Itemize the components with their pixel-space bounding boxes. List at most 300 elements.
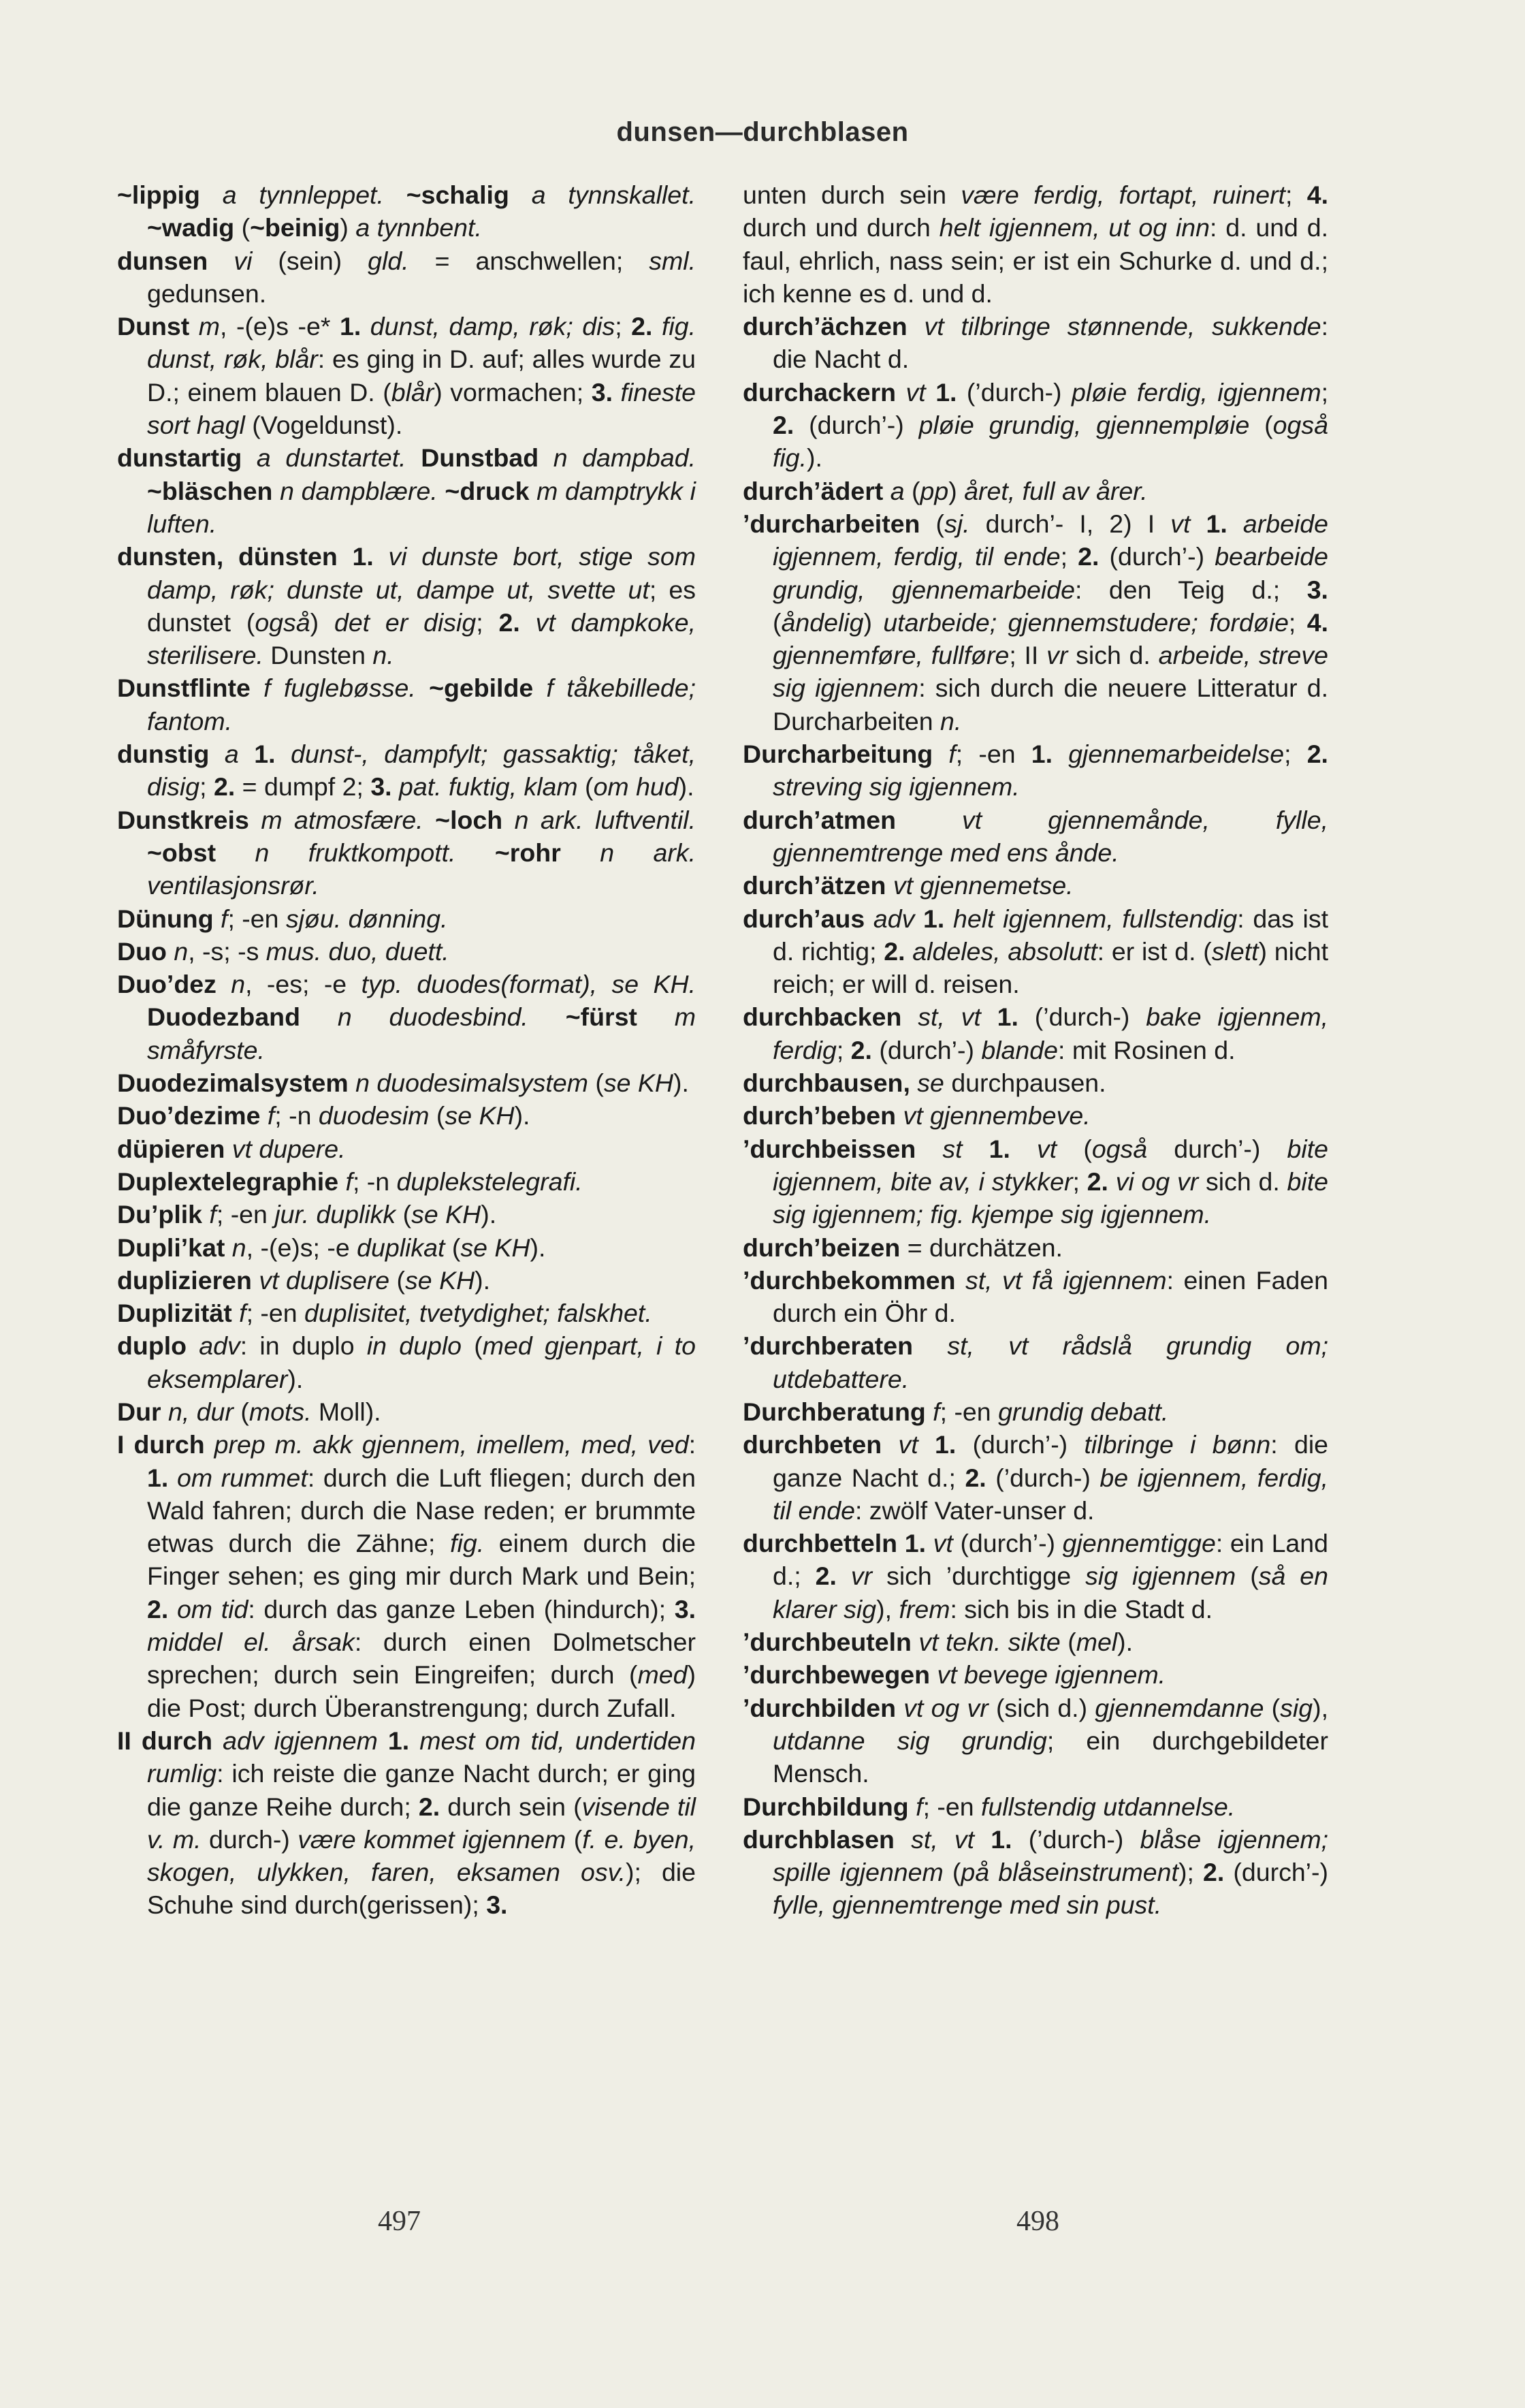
entry-text: ).: [287, 1364, 304, 1393]
entry-headword: ~wadig: [147, 213, 235, 242]
entry-italic-text: mots.: [248, 1397, 312, 1426]
entry-headword: durch’ätzen: [743, 871, 886, 900]
entry-headword: duplo: [117, 1331, 187, 1361]
entry-headword: Duo: [117, 936, 167, 966]
entry-text: -en: [234, 904, 286, 933]
dictionary-entry: [117, 1724, 696, 1922]
entry-italic-text: n: [225, 1233, 246, 1262]
right-column: [743, 178, 1328, 1922]
entry-italic-text: vt gjennemånde, fylle, gjennemtrenge med ens ånde.: [773, 805, 1328, 867]
entry-headword: ’durchbekommen: [743, 1265, 956, 1295]
entry-text: , -(e)s -e*: [220, 312, 340, 341]
dictionary-entry: [743, 902, 1328, 1001]
entry-text: einem durch die Finger sehen; es ging mir durch Mark und Bein;: [147, 1529, 696, 1591]
entry-headword: Duplextelegraphie: [117, 1167, 339, 1196]
entry-headword: 2.: [1306, 740, 1328, 769]
entry-italic-text: m damptrykk i luften.: [147, 476, 696, 538]
entry-italic-text: vt: [896, 377, 936, 407]
entry-italic-text: se KH: [411, 1200, 481, 1229]
entry-italic-text: jur. duplikk: [274, 1200, 396, 1229]
entry-italic-text: n ark. ventilasjonsrør.: [147, 838, 696, 900]
entry-headword: ’durcharbeiten: [743, 509, 920, 538]
entry-text: ) nicht reich; er will d. reisen.: [773, 936, 1329, 999]
entry-italic-text: fineste sort hagl: [147, 377, 696, 440]
entry-headword: ~rohr: [494, 838, 561, 867]
entry-text: (: [588, 1068, 604, 1098]
entry-headword: 2.: [213, 772, 236, 802]
entry-italic-text: n.: [372, 641, 394, 670]
running-head: dunsen—durchblasen: [616, 117, 909, 147]
entry-text: ): [948, 476, 965, 505]
entry-italic-text: utarbeide; gjennemstudere; fordøie: [883, 607, 1289, 637]
entry-text: (: [445, 1233, 461, 1262]
entry-italic-text: typ. duodes(format), se KH.: [361, 970, 696, 999]
entry-italic-text: blåse igjennem; spille igjennem: [773, 1824, 1328, 1887]
entry-italic-text: duplekstelegrafi.: [396, 1167, 583, 1196]
entry-headword: Dupli’kat: [117, 1233, 225, 1262]
entry-text: : sich bis in die Stadt d.: [950, 1594, 1213, 1623]
entry-text: ;: [1288, 607, 1307, 637]
entry-italic-text: fylle, gjennemtrenge med sin pust.: [773, 1890, 1162, 1920]
entry-text: ).: [807, 443, 822, 473]
entry-italic-text: n dampblære.: [272, 476, 445, 505]
entry-italic-text: st, vt rådslå grundig om; utdebattere.: [773, 1331, 1328, 1393]
entry-italic-text: så en klarer sig: [773, 1562, 1328, 1623]
entry-text: , -(e)s; -e: [246, 1233, 357, 1262]
entry-headword: Dunstkreis: [117, 805, 249, 834]
entry-italic-text: utdanne sig grundig: [773, 1726, 1047, 1755]
entry-italic-text: bearbeide grundig, gjennemarbeide: [773, 542, 1328, 604]
entry-text: : das ist d. richtig;: [773, 904, 1328, 966]
entry-italic-text: bite sig igjennem; fig. kjempe sig igjennem.: [773, 1167, 1328, 1229]
entry-italic-text: slett: [1211, 936, 1259, 966]
dictionary-entry: [743, 1428, 1328, 1527]
entry-text: : ich reiste die ganze Nacht durch; er ging die ganze Reihe durch;: [147, 1759, 696, 1821]
entry-headword: 2.: [498, 607, 520, 637]
entry-italic-text: pløie ferdig, igjennem: [1071, 377, 1321, 407]
entry-text: Moll).: [311, 1397, 381, 1426]
entry-text: durch und durch: [743, 213, 940, 242]
entry-text: ; -n: [352, 1167, 397, 1196]
entry-headword: 3.: [674, 1594, 696, 1623]
entry-text: ; -n: [274, 1101, 319, 1130]
entry-italic-text: n dampbad.: [539, 443, 696, 473]
entry-headword: durch’atmen: [743, 805, 897, 834]
entry-italic-text: vt: [1010, 1134, 1057, 1163]
entry-text: (durch’-): [794, 411, 919, 440]
entry-italic-text: arbeide, streve sig igjennem: [773, 641, 1328, 703]
entry-italic-text: om rummet: [168, 1463, 308, 1492]
entry-text: (: [920, 509, 945, 538]
entry-italic-text: bite igjennem, bite av, i stykker: [773, 1134, 1328, 1196]
entry-italic-text: året, full av årer.: [964, 476, 1148, 505]
entry-italic-text: sj.: [944, 509, 970, 538]
dictionary-entry: [743, 804, 1328, 870]
entry-headword: ~lippig: [117, 180, 200, 209]
entry-headword: Durchbildung: [743, 1792, 909, 1821]
entry-italic-text: duodesim: [318, 1101, 430, 1130]
entry-italic-text: helt igjennem, ut og inn: [939, 213, 1210, 242]
dictionary-entry: [743, 869, 1328, 902]
entry-text: (: [773, 607, 782, 637]
entry-italic-text: på blåseinstrument: [961, 1858, 1178, 1887]
entry-italic-text: f: [202, 1200, 216, 1229]
entry-headword: 4.: [1306, 180, 1328, 209]
entry-italic-text: a dunstartet.: [242, 443, 421, 473]
entry-text: (: [943, 1858, 961, 1887]
entry-text: (’durch-): [986, 1463, 1100, 1492]
entry-text: = durchätzen.: [900, 1233, 1063, 1262]
entry-text: ); die Schuhe sind durch(gerissen);: [147, 1858, 696, 1920]
entry-headword: durchbacken: [743, 1002, 902, 1032]
entry-text: ;: [199, 772, 214, 802]
entry-italic-text: blår: [391, 377, 434, 407]
entry-headword: 2.: [884, 936, 905, 966]
entry-text: ; -en: [922, 1792, 982, 1821]
entry-text: (’durch-): [1018, 1002, 1146, 1032]
entry-headword: 1.: [1031, 740, 1053, 769]
entry-italic-text: m atmosfære.: [248, 805, 436, 834]
entry-italic-text: frem: [899, 1594, 950, 1623]
entry-headword: 1.: [337, 542, 374, 571]
entry-headword: durch’beben: [743, 1101, 897, 1130]
entry-headword: 1.: [935, 377, 957, 407]
entry-text: ; es dunstet (: [147, 575, 696, 637]
entry-italic-text: tilbringe i bønn: [1084, 1430, 1271, 1459]
entry-text: : ein Land d.;: [773, 1529, 1328, 1591]
entry-headword: 2.: [1202, 1858, 1225, 1887]
dictionary-entry: [743, 1626, 1328, 1658]
entry-text: = anschwellen;: [408, 246, 649, 275]
entry-text: , -s; -s: [188, 936, 266, 966]
entry-italic-text: sjøu. dønning.: [285, 904, 448, 933]
dictionary-entry: [743, 1395, 1328, 1428]
entry-text: :: [688, 1430, 696, 1459]
entry-italic-text: m: [189, 312, 221, 341]
entry-italic-text: n: [166, 936, 189, 966]
entry-headword: ’durchbilden: [743, 1693, 896, 1722]
entry-headword: Dunstbad: [421, 443, 539, 473]
dictionary-entry: [117, 1264, 696, 1297]
entry-headword: ~loch: [435, 805, 503, 834]
entry-italic-text: se KH: [445, 1101, 515, 1130]
entry-italic-text: vt gjennembeve.: [896, 1101, 1091, 1130]
entry-text: ).: [475, 1265, 491, 1295]
dictionary-entry: [117, 671, 696, 738]
entry-text: : sich durch die neuere Litteratur d. Durcharbeiten: [773, 674, 1328, 735]
dictionary-entry: [117, 1329, 696, 1395]
entry-text: (: [904, 476, 920, 505]
entry-text: ).: [678, 772, 694, 802]
entry-headword: 1.: [934, 1430, 957, 1459]
dictionary-entry: [117, 902, 696, 935]
entry-text: , -es; -e: [245, 970, 362, 999]
entry-text: (durch’-): [956, 1430, 1085, 1459]
entry-italic-text: dunst, damp, røk; dis: [361, 312, 615, 341]
entry-text: : er ist d. (: [1097, 936, 1212, 966]
entry-italic-text: f: [213, 904, 228, 933]
entry-italic-text: pat. fuktig, klam: [391, 772, 578, 802]
entry-text: : d. und d. faul, ehrlich, nass sein; er ist ein Schurke d. und d.; ich kenne es d. und d.: [743, 213, 1329, 308]
entry-italic-text: vi: [208, 246, 278, 275]
entry-headword: 2.: [631, 312, 653, 341]
entry-text: (: [1057, 1134, 1092, 1163]
entry-text: ),: [876, 1594, 899, 1623]
entry-headword: Dunstflinte: [117, 674, 251, 703]
entry-text: : zwölf Vater-unser d.: [854, 1495, 1095, 1525]
entry-italic-text: gjennemtigge: [1062, 1529, 1216, 1558]
entry-headword: 2.: [965, 1463, 986, 1492]
entry-italic-text: pløie grundig, gjennempløie: [918, 411, 1250, 440]
entry-italic-text: mel: [1076, 1628, 1118, 1657]
entry-italic-text: sml.: [649, 246, 696, 275]
entry-italic-text: se: [910, 1068, 944, 1098]
entry-italic-text: streving sig igjennem.: [773, 772, 1020, 802]
entry-italic-text: også: [1091, 1134, 1148, 1163]
dictionary-entry: [117, 1099, 696, 1132]
entry-headword: dunsen: [117, 246, 208, 275]
entry-italic-text: n duodesimalsystem: [348, 1068, 588, 1098]
entry-headword: ~fürst: [565, 1002, 637, 1032]
entry-headword: dunstig: [117, 740, 210, 769]
entry-italic-text: gjennemdanne: [1095, 1693, 1264, 1722]
dictionary-entry: [743, 1066, 1328, 1099]
entry-text: ) die Post; durch Überanstrengung; durch Zufall.: [147, 1660, 696, 1722]
entry-text: sich d.: [1068, 641, 1159, 670]
entry-text: ).: [481, 1200, 497, 1229]
entry-text: sich ’durchtigge: [872, 1562, 1086, 1591]
entry-italic-text: vt dupere.: [225, 1134, 346, 1163]
entry-headword: durchbausen,: [743, 1068, 910, 1098]
entry-text: (: [566, 1824, 583, 1854]
entry-text: : die Nacht d.: [773, 312, 1328, 374]
entry-italic-text: se KH: [405, 1265, 475, 1295]
entry-text: : durch die Luft fliegen; durch den Wald fahren; durch die Nase reden; er brummte etwas durch die Zähne;: [147, 1463, 696, 1558]
entry-headword: 3.: [486, 1890, 508, 1920]
entry-headword: durchblasen: [743, 1824, 895, 1854]
entry-text: sich d.: [1198, 1167, 1287, 1196]
entry-italic-text: a: [209, 740, 255, 769]
entry-italic-text: n.: [940, 706, 962, 735]
dictionary-entry: [743, 738, 1328, 804]
entry-headword: 2.: [1078, 542, 1099, 571]
entry-headword: 1.: [989, 1134, 1010, 1163]
entry-text: : einen Faden durch ein Öhr d.: [773, 1265, 1329, 1328]
entry-headword: Duo’dezime: [117, 1101, 261, 1130]
dictionary-entry: [117, 1066, 696, 1099]
entry-headword: Dur: [117, 1397, 161, 1426]
entry-text: ;: [1284, 740, 1307, 769]
entry-headword: 3.: [370, 772, 392, 802]
entry-text: durch sein (: [440, 1792, 582, 1821]
entry-headword: 2.: [773, 411, 794, 440]
entry-italic-text: sig igjennem: [1085, 1562, 1236, 1591]
entry-headword: II durch: [117, 1726, 213, 1755]
entry-italic-text: gjennemarbeidelse: [1053, 740, 1285, 769]
entry-text: durch’-): [1147, 1134, 1287, 1163]
entry-italic-text: fullstendig utdannelse.: [981, 1792, 1236, 1821]
entry-italic-text: f: [260, 1101, 275, 1130]
dictionary-entry: [117, 935, 696, 968]
entry-italic-text: st: [916, 1134, 989, 1163]
dictionary-entry: [743, 1527, 1328, 1626]
entry-headword: 1.: [387, 1726, 410, 1755]
entry-headword: durch’ächzen: [743, 312, 908, 341]
entry-headword: Duo’dez: [117, 970, 216, 999]
entry-headword: 1.: [974, 1824, 1012, 1854]
entry-italic-text: om tid: [168, 1594, 248, 1623]
entry-italic-text: bake igjennem, ferdig: [773, 1002, 1329, 1064]
dictionary-entry: [117, 1165, 696, 1198]
entry-text: unten durch sein: [743, 180, 961, 209]
entry-italic-text: med gjenpart, i to eksemplarer: [147, 1331, 696, 1393]
entry-text: ; -en: [246, 1299, 305, 1328]
entry-italic-text: også fig.: [773, 411, 1328, 473]
entry-italic-text: st, vt: [894, 1824, 975, 1854]
entry-italic-text: vt: [1170, 509, 1191, 538]
entry-italic-text: middel el. årsak: [147, 1628, 355, 1657]
entry-headword: 2.: [815, 1562, 837, 1591]
dictionary-entry: [117, 804, 696, 902]
entry-italic-text: mus. duo, duett.: [266, 936, 449, 966]
dictionary-entry: [117, 1297, 696, 1329]
entry-text: : in duplo: [240, 1331, 367, 1361]
dictionary-entry: [743, 1692, 1328, 1790]
entry-italic-text: vr: [1046, 641, 1068, 670]
entry-italic-text: a tynnbent.: [355, 213, 482, 242]
entry-italic-text: f tåkebillede; fantom.: [147, 674, 696, 735]
entry-headword: ’durchbeissen: [743, 1134, 916, 1163]
entry-text: (durch’-): [952, 1529, 1063, 1558]
entry-text: (: [1236, 1562, 1259, 1591]
entry-italic-text: helt igjennem, fullstendig: [944, 904, 1238, 933]
dictionary-entry: [743, 475, 1328, 507]
entry-italic-text: n: [216, 970, 246, 999]
entry-headword: ~druck: [445, 476, 530, 505]
entry-italic-text: fig.: [450, 1529, 485, 1558]
entry-italic-text: blande: [981, 1035, 1058, 1064]
entry-text: ).: [673, 1068, 689, 1098]
entry-text: ; -en: [216, 1200, 275, 1229]
entry-italic-text: f: [231, 1299, 246, 1328]
entry-italic-text: f: [933, 740, 956, 769]
entry-italic-text: pp: [920, 476, 949, 505]
entry-text: (’durch-): [957, 377, 1072, 407]
entry-italic-text: n, dur: [161, 1397, 234, 1426]
entry-headword: durchbeten: [743, 1430, 882, 1459]
entry-text: (sich d.): [988, 1693, 1095, 1722]
entry-headword: 2.: [1087, 1167, 1108, 1196]
entry-italic-text: f fuglebøsse.: [250, 674, 430, 703]
entry-headword: 1.: [147, 1463, 169, 1492]
entry-italic-text: vt tilbringe stønnende, sukkende: [907, 312, 1321, 341]
entry-headword: Du’plik: [117, 1200, 203, 1229]
entry-italic-text: f. e. byen, skogen, ulykken, faren, eksamen osv.: [147, 1824, 696, 1887]
dictionary-entry: [743, 1231, 1328, 1264]
entry-headword: 2.: [418, 1792, 440, 1821]
entry-italic-text: adv: [865, 904, 915, 933]
dictionary-entry: [743, 507, 1328, 738]
dictionary-entry: [117, 178, 696, 244]
entry-text: (: [389, 1265, 406, 1295]
entry-headword: I durch: [117, 1430, 205, 1459]
entry-text: ;: [1285, 180, 1307, 209]
entry-text: ;: [615, 312, 632, 341]
entry-italic-text: st, vt få igjennem: [955, 1265, 1167, 1295]
entry-headword: durchbetteln: [743, 1529, 898, 1558]
entry-headword: ’durchberaten: [743, 1331, 914, 1361]
entry-headword: durchackern: [743, 377, 897, 407]
dictionary-entry: [117, 1198, 696, 1231]
entry-headword: 3.: [591, 377, 613, 407]
page-number-right: 498: [1016, 2206, 1059, 2237]
entry-text: ;: [227, 904, 235, 933]
entry-headword: düpieren: [117, 1134, 225, 1163]
entry-headword: ~gebilde: [429, 674, 534, 703]
entry-text: );: [1178, 1858, 1203, 1887]
entry-italic-text: duplikat: [357, 1233, 445, 1262]
entry-text: ).: [514, 1101, 530, 1130]
entry-italic-text: se KH: [460, 1233, 530, 1262]
entry-headword: Dunst: [117, 312, 190, 341]
entry-italic-text: be igjennem, ferdig, til ende: [773, 1463, 1328, 1525]
entry-text: ): [863, 607, 884, 637]
entry-headword: durch’ädert: [743, 476, 884, 505]
dictionary-entry: [117, 1132, 696, 1165]
entry-headword: durch’aus: [743, 904, 865, 933]
entry-text: ;: [836, 1035, 851, 1064]
entry-text: (: [233, 1397, 249, 1426]
entry-headword: 2.: [147, 1594, 169, 1623]
entry-headword: ~schalig: [406, 180, 509, 209]
entry-italic-text: gld.: [368, 246, 409, 275]
dictionary-entry: [117, 1428, 696, 1724]
entry-headword: 1.: [340, 312, 362, 341]
entry-italic-text: f: [925, 1397, 940, 1426]
entry-headword: 4.: [1306, 607, 1328, 637]
page-number-left: 497: [378, 2206, 421, 2237]
entry-italic-text: vt: [882, 1430, 935, 1459]
entry-italic-text: a tynnskallet.: [509, 180, 696, 209]
entry-italic-text: duplisitet, tvetydighet; falskhet.: [304, 1299, 652, 1328]
entry-text: ).: [1117, 1628, 1134, 1657]
dictionary-entry: [117, 738, 696, 804]
entry-italic-text: m småfyrste.: [147, 1002, 696, 1064]
entry-italic-text: vt og vr: [896, 1693, 989, 1722]
dictionary-entry: [743, 1099, 1328, 1132]
entry-text: : die ganze Nacht d.;: [773, 1430, 1329, 1492]
entry-headword: ~bläschen: [147, 476, 273, 505]
entry-italic-text: vt: [926, 1529, 953, 1558]
entry-italic-text: grundig debatt.: [998, 1397, 1169, 1426]
dictionary-entry: [743, 1264, 1328, 1330]
entry-italic-text: vt duplisere: [251, 1265, 390, 1295]
entry-headword: 1.: [914, 904, 945, 933]
entry-text: ): [310, 607, 334, 637]
entry-text: : durch einen Dolmetscher sprechen; durch sein Eingreifen; durch (: [147, 1628, 696, 1690]
entry-italic-text: det er disig: [334, 607, 477, 637]
dictionary-entry: [117, 310, 696, 441]
dictionary-entry: [117, 540, 696, 671]
entry-text: gedunsen.: [147, 279, 267, 308]
entry-text: (sein): [278, 246, 368, 275]
entry-headword: Duodezimalsystem: [117, 1068, 349, 1098]
entry-headword: 1.: [980, 1002, 1018, 1032]
entry-headword: Dünung: [117, 904, 214, 933]
entry-italic-text: vi dunste bort, stige som damp, røk; dunste ut, dampe ut, svette ut: [147, 542, 696, 604]
entry-text: (: [462, 1331, 483, 1361]
entry-italic-text: se KH: [603, 1068, 673, 1098]
